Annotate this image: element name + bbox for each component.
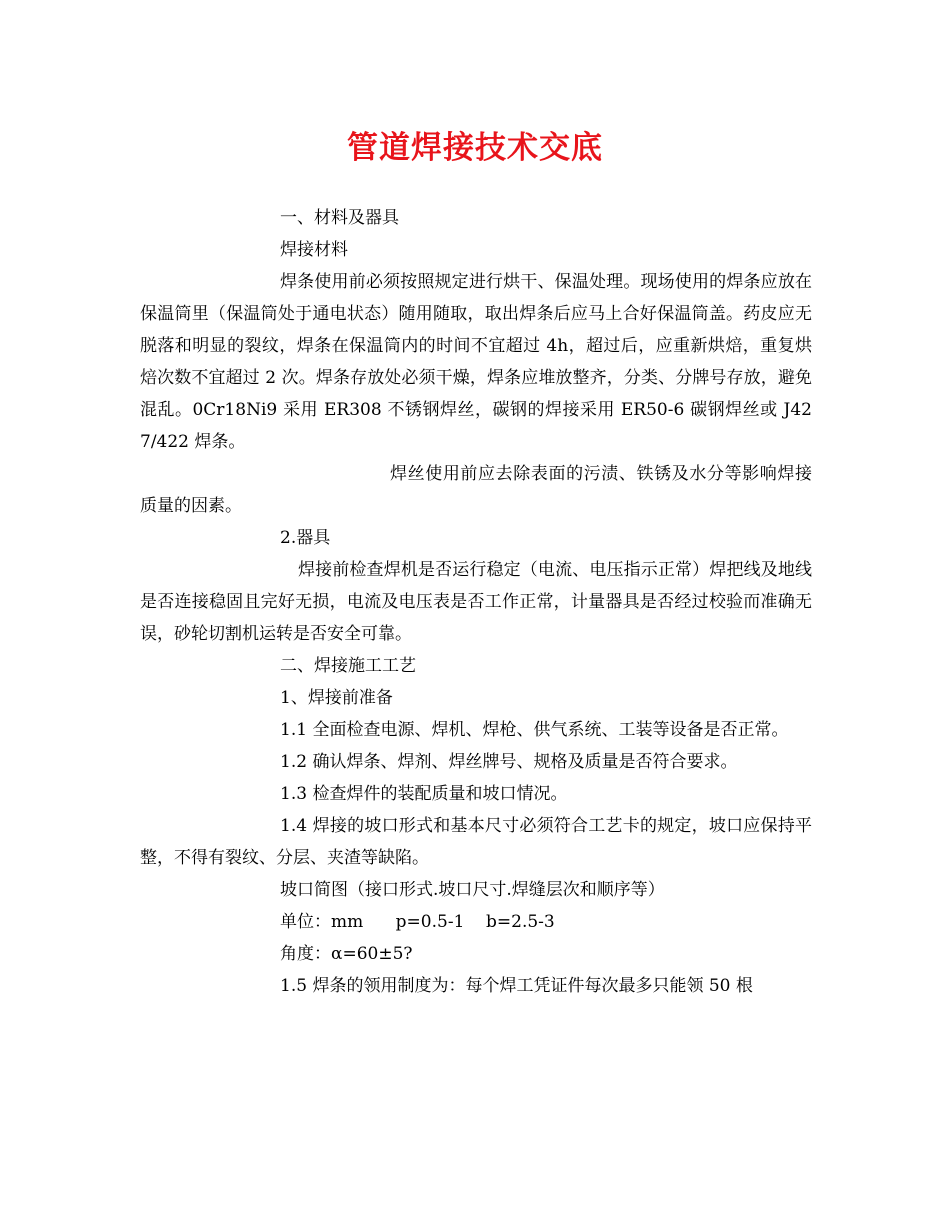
paragraph-electrode-usage: 焊条使用前必须按照规定进行烘干、保温处理。现场使用的焊条应放在保温筒里（保温筒处于通电状态）随用随取，取出焊条后应马上合好保温筒盖。药皮应无脱落和明显的裂纹，焊条在保温筒内的时间不宜超过 4h，超过后，应重新烘焙，重复烘焙次数不宜超过 2 次。焊条存放处必须干燥，焊条应堆放整齐，分类、分牌号存放，避免混乱。0Cr18Ni9 采用 ER308 不锈钢焊丝，碳钢的焊接采用 ER50-6 碳钢焊丝或 J427/422 焊条。: [140, 272, 812, 452]
subheading-preparation: 1、焊接前准备: [280, 688, 393, 708]
groove-units-line: 单位：mm p=0.5-1 b=2.5-3: [280, 912, 555, 932]
section-heading-materials: 一、材料及器具: [280, 208, 399, 228]
groove-angle-line: 角度：α=60±5?: [280, 944, 413, 964]
document-body: [140, 202, 812, 1002]
item-1-5: 1.5 焊条的领用制度为：每个焊工凭证件每次最多只能领 50 根: [280, 976, 753, 996]
item-1-4: 1.4 焊接的坡口形式和基本尺寸必须符合工艺卡的规定，坡口应保持平整，不得有裂纹、分层、夹渣等缺陷。: [140, 816, 812, 868]
item-1-3: 1.3 检查焊件的装配质量和坡口情况。: [280, 784, 568, 804]
item-1-1: 1.1 全面检查电源、焊机、焊枪、供气系统、工装等设备是否正常。: [280, 720, 789, 740]
section-heading-process: 二、焊接施工工艺: [280, 656, 416, 676]
subheading-equipment: 2.器具: [280, 528, 331, 548]
document-title: 管道焊接技术交底: [347, 130, 603, 166]
paragraph-wire-cleaning: 焊丝使用前应去除表面的污渍、铁锈及水分等影响焊接质量的因素。: [140, 464, 812, 516]
paragraph-equipment-check: 焊接前检查焊机是否运行稳定（电流、电压指示正常）焊把线及地线是否连接稳固且完好无损，电流及电压表是否工作正常，计量器具是否经过校验而准确无误，砂轮切割机运转是否安全可靠。: [140, 560, 812, 644]
item-1-2: 1.2 确认焊条、焊剂、焊丝牌号、规格及质量是否符合要求。: [280, 752, 738, 772]
subheading-welding-materials: 焊接材料: [280, 240, 348, 260]
groove-diagram-caption: 坡口简图（接口形式.坡口尺寸.焊缝层次和顺序等）: [280, 880, 665, 900]
